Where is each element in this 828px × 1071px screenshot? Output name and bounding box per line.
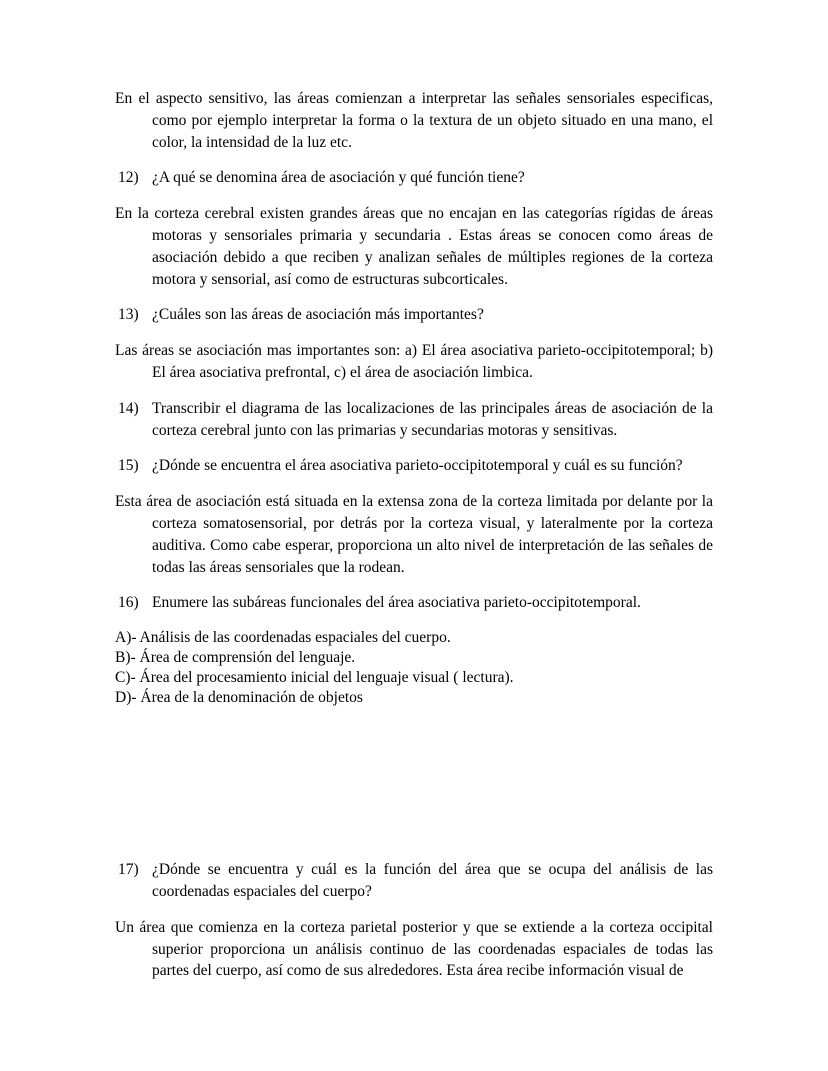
question-16 [115,592,713,614]
question-16-number: 16) [118,594,139,612]
list-item-c: C)- Área del procesamiento inicial del lenguaje visual ( lectura). [115,669,514,687]
answer-paragraph-area-asociacion: En la corteza cerebral existen grandes áreas que no encajan en las categorías rígidas de áreas motoras y sensoriales primaria y secundaria . Estas áreas se conocen como áreas de asociación debido a que reciben y analizan señales de múltiples regiones de la corteza motora y sensorial, así como de estructuras subcorticales. [115,205,713,288]
question-15 [115,455,713,477]
question-17-number: 17) [118,861,139,879]
question-14-text: Transcribir el diagrama de las localizaciones de las principales áreas de asociación de la corteza cerebral junto con las primarias y secundarias motoras y sensitivas. [152,399,713,439]
question-15-text: ¿Dónde se encuentra el área asociativa parieto-occipitotemporal y cuál es su función? [152,457,683,475]
question-16-text: Enumere las subáreas funcionales del área asociativa parieto-occipitotemporal. [152,594,641,612]
question-14-number: 14) [118,399,139,417]
question-17 [115,859,713,903]
subareas-list [115,628,713,708]
answer-paragraph-sensitivo: En el aspecto sensitivo, las áreas comienzan a interpretar las señales sensoriales especificas, como por ejemplo interpretar la forma o la textura de un objeto situado en una mano, el color, la intensidad de la luz etc. [115,90,713,151]
question-13 [115,304,713,326]
list-item-a: A)- Análisis de las coordenadas espaciales del cuerpo. [115,629,451,647]
question-17-text: ¿Dónde se encuentra y cuál es la función del área que se ocupa del análisis de las coordenadas espaciales del cuerpo? [152,861,713,900]
answer-paragraph-parieto-occipitotemporal: Esta área de asociación está situada en la extensa zona de la corteza limitada por delante por la corteza somatosensorial, por detrás por la corteza visual, y lateralmente por la corteza auditiva. Como cabe esperar, proporciona un alto nivel de interpretación de las señales de todas las áreas sensoriales que la rodean. [115,493,713,576]
question-12-text: ¿A qué se denomina área de asociación y qué función tiene? [152,169,525,187]
list-item-b: B)- Área de comprensión del lenguaje. [115,649,356,667]
question-13-number: 13) [118,306,139,324]
question-12 [115,167,713,189]
question-12-number: 12) [118,169,139,187]
question-15-number: 15) [118,457,139,475]
answer-paragraph-areas-importantes: Las áreas se asociación mas importantes son: a) El área asociativa parieto-occipitotemporal; b) El área asociativa prefrontal, c) el área de asociación limbica. [115,342,713,381]
question-13-text: ¿Cuáles son las áreas de asociación más importantes? [152,306,484,324]
list-item-d: D)- Área de la denominación de objetos [115,689,363,707]
blank-diagram-space [115,722,713,859]
answer-paragraph-corteza-parietal: Un área que comienza en la corteza parietal posterior y que se extiende a la corteza occipital superior proporciona un análisis continuo de las coordenadas espaciales de todas las partes del cuerpo, así como de sus alrededores. Esta área recibe información visual de [115,918,713,980]
question-14 [115,398,713,442]
